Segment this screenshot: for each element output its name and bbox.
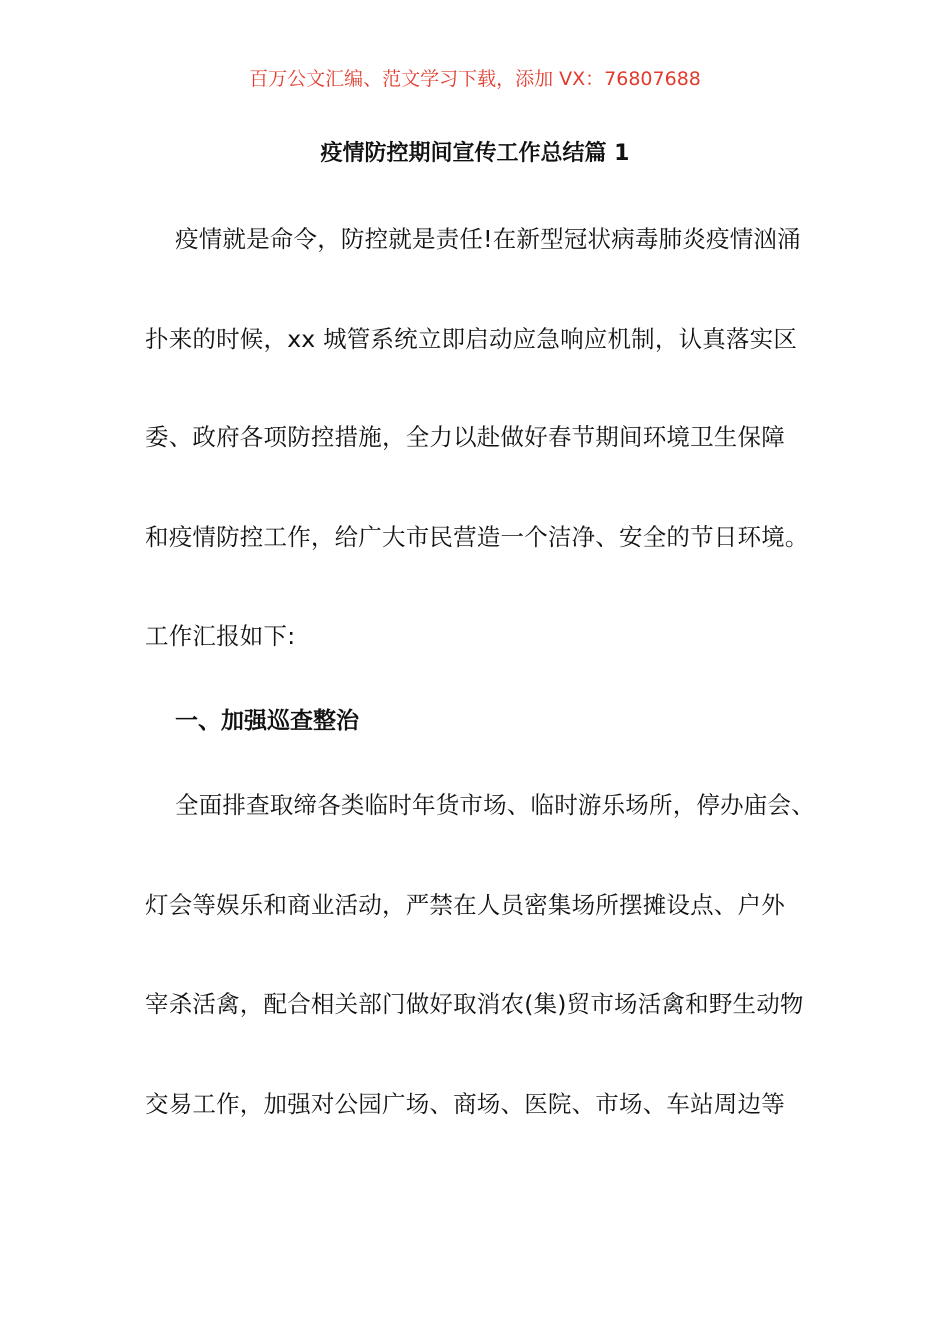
document-title: 疫情防控期间宣传工作总结篇 1 — [320, 141, 630, 166]
paragraph-1-line-1: 疫情就是命令，防控就是责任!在新型冠状病毒肺炎疫情汹涌 — [175, 225, 801, 253]
paragraph-1-line-2: 扑来的时候，xx 城管系统立即启动应急响应机制，认真落实区 — [145, 325, 798, 353]
header-watermark-note: 百万公文汇编、范文学习下载，添加 VX：76807688 — [249, 68, 701, 90]
section-1-line-4: 交易工作，加强对公园广场、商场、医院、市场、车站周边等 — [145, 1090, 785, 1118]
section-1-line-3: 宰杀活禽，配合相关部门做好取消农(集)贸市场活禽和野生动物 — [145, 990, 804, 1018]
section-1-line-1: 全面排查取缔各类临时年货市场、临时游乐场所，停办庙会、 — [175, 791, 815, 819]
paragraph-1-line-4: 和疫情防控工作，给广大市民营造一个洁净、安全的节日环境。 — [145, 523, 809, 551]
paragraph-1-line-3: 委、政府各项防控措施，全力以赴做好春节期间环境卫生保障 — [145, 423, 785, 451]
section-1-line-2: 灯会等娱乐和商业活动，严禁在人员密集场所摆摊设点、户外 — [145, 891, 785, 919]
paragraph-2: 工作汇报如下: — [145, 622, 296, 650]
section-1-heading: 一、加强巡查整治 — [175, 708, 359, 734]
